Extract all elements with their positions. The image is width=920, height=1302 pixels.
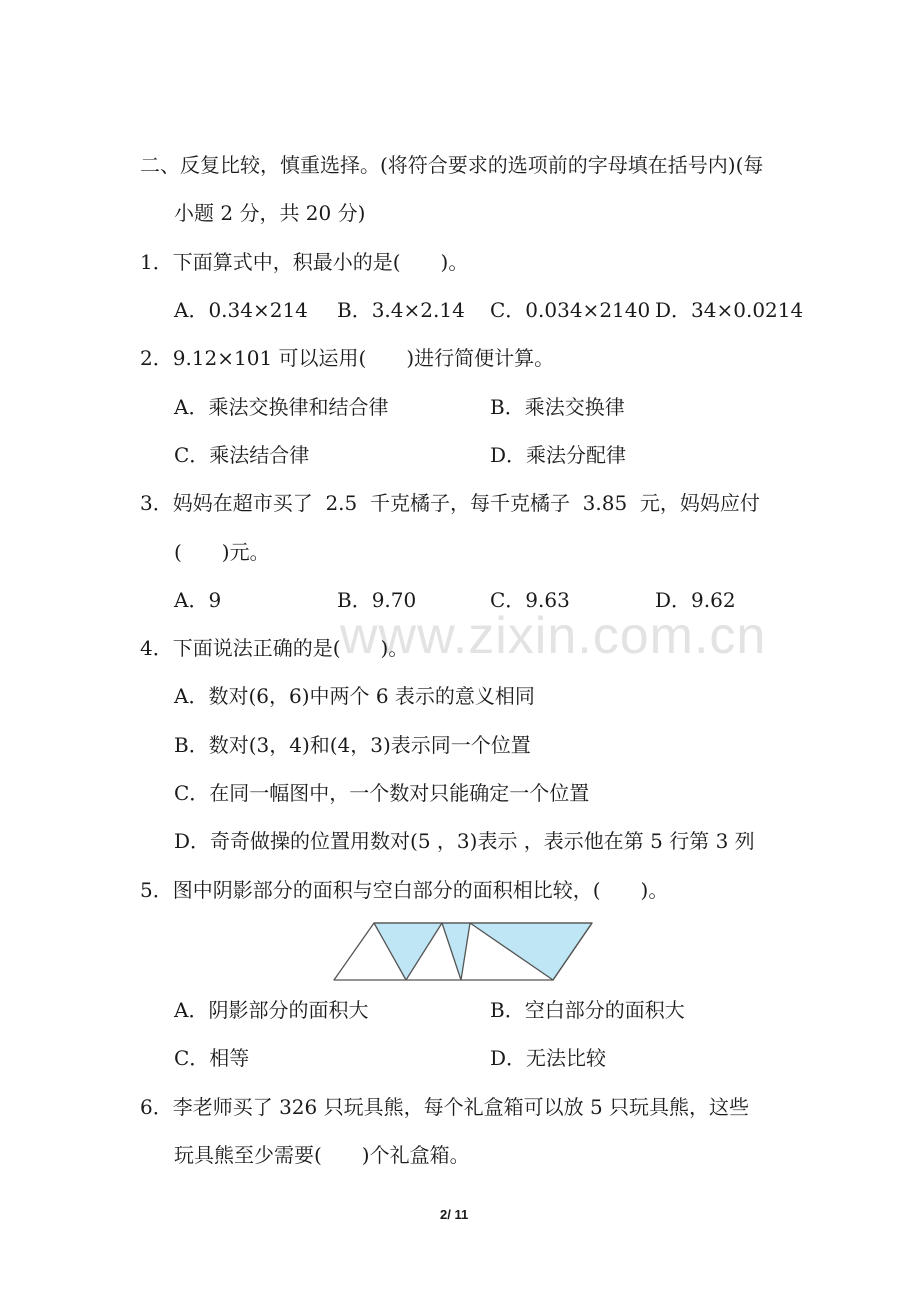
q4-option-c: C．在同一幅图中，一个数对只能确定一个位置 [174, 781, 590, 805]
q1-option-a: A．0.34×214 [174, 298, 308, 322]
shaded-triangle-3 [470, 923, 592, 980]
q2-option-c: C．乘法结合律 [174, 443, 310, 467]
q4-option-d: D．奇奇做操的位置用数对(5 ，3)表示 ，表示他在第 5 行第 3 列 [174, 829, 755, 853]
q1-option-d: D．34×0.0214 [655, 298, 804, 322]
watermark: www.zixin.com.cn [340, 607, 767, 665]
q2-option-b: B．乘法交换律 [490, 395, 625, 419]
q4-option-a: A．数对(6，6)中两个 6 表示的意义相同 [174, 684, 535, 708]
q3-stem-line2: ( )元。 [174, 540, 270, 564]
section-title-line1: 二、反复比较，慎重选择。(将符合要求的选项前的字母填在括号内)(每 [140, 153, 764, 177]
section-title-line2: 小题 2 分，共 20 分) [174, 201, 366, 225]
q1-option-b: B．3.4×2.14 [337, 298, 465, 322]
q6-stem-line2: 玩具熊至少需要( )个礼盒箱。 [174, 1143, 470, 1167]
q3-option-c: C．9.63 [490, 588, 570, 612]
q1-stem: 1．下面算式中，积最小的是( )。 [140, 250, 469, 274]
q5-option-b: B．空白部分的面积大 [490, 998, 685, 1022]
q5-option-d: D．无法比较 [490, 1046, 607, 1070]
q5-option-c: C．相等 [174, 1046, 250, 1070]
q5-option-a: A．阴影部分的面积大 [174, 998, 369, 1022]
parallelogram-figure [330, 918, 594, 984]
q2-stem: 2．9.12×101 可以运用( )进行简便计算。 [140, 346, 555, 370]
q4-option-b: B．数对(3，4)和(4，3)表示同一个位置 [174, 733, 531, 757]
q1-option-c: C．0.034×2140 [490, 298, 651, 322]
q3-option-d: D．9.62 [655, 588, 736, 612]
q6-stem-line1: 6．李老师买了 326 只玩具熊，每个礼盒箱可以放 5 只玩具熊，这些 [140, 1095, 750, 1119]
q2-option-a: A．乘法交换律和结合律 [174, 395, 389, 419]
shaded-triangle-1 [374, 923, 442, 980]
shaded-triangle-2 [442, 923, 470, 980]
q2-option-d: D．乘法分配律 [490, 443, 627, 467]
q4-stem: 4．下面说法正确的是( )。 [140, 636, 409, 660]
page-number: 2/ 11 [440, 1207, 469, 1222]
q3-stem-line1: 3．妈妈在超市买了 2.5 千克橘子，每千克橘子 3.85 元，妈妈应付 [140, 491, 760, 515]
q3-option-b: B．9.70 [337, 588, 417, 612]
q5-stem: 5．图中阴影部分的面积与空白部分的面积相比较，( )。 [140, 878, 669, 902]
q3-option-a: A．9 [174, 588, 222, 612]
